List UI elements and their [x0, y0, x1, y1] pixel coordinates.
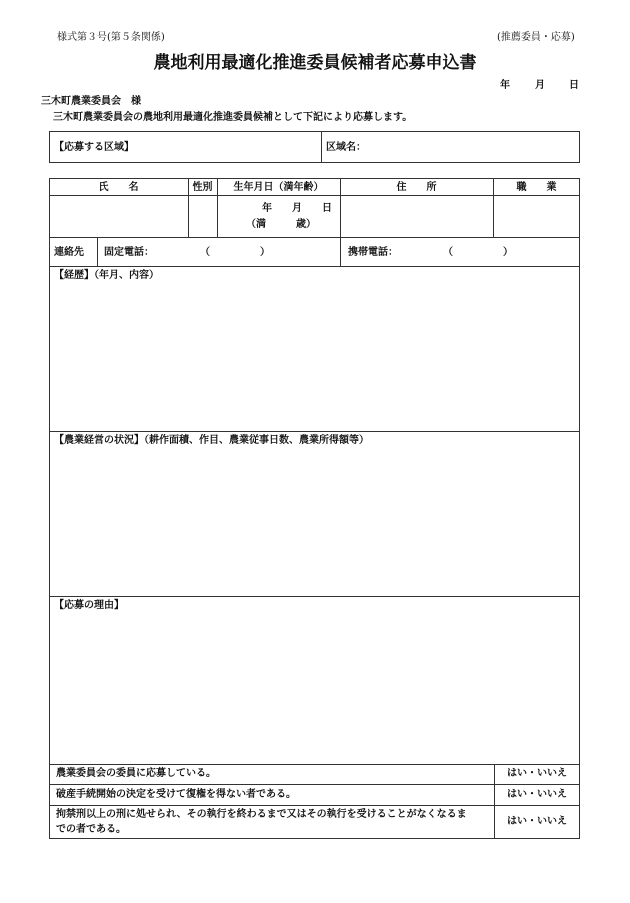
area-name-label: 区域名： [326, 142, 366, 153]
career-section-label: 【経歴】（年月、内容） [54, 270, 159, 281]
date-day-label: 日 [569, 80, 579, 91]
landline-label: 固定電話： [104, 247, 154, 258]
farming-section-label: 【農業経営の状況】（耕作面積、作目、農業従事日数、農業所得額等） [54, 435, 369, 446]
career-textarea[interactable] [51, 284, 578, 429]
intro-text: 三木町農業委員会の農地利用最適化推進委員候補として下記により応募します。 [53, 112, 413, 123]
mobile-label: 携帯電話： [348, 247, 398, 258]
col-name-header: 氏 名 [98, 182, 139, 193]
address-field[interactable] [342, 197, 491, 235]
job-field[interactable] [495, 197, 578, 235]
declaration-3-text-line1: 拘禁刑以上の刑に処せられ、その執行を終わるまで又はその執行を受けることがなくなるま [56, 809, 467, 820]
landline-field[interactable] [160, 239, 338, 264]
declaration-3-answer[interactable]: はい・いいえ [507, 816, 567, 827]
name-field[interactable] [51, 197, 186, 235]
declaration-2-text: 破産手続開始の決定を受けて復権を得ない者である。 [56, 789, 296, 800]
contact-label: 連絡先 [54, 247, 84, 258]
sex-field[interactable] [190, 197, 215, 235]
col-birth-header: 生年月日（満年齢） [233, 182, 324, 193]
declaration-1-text: 農業委員会の委員に応募している。 [56, 768, 216, 779]
declaration-3-text-line2: での者である。 [56, 824, 126, 835]
mobile-paren: （ ） [443, 247, 513, 258]
birth-age-label: （満 歳） [246, 219, 316, 230]
birth-ymd-label: 年 月 日 [262, 203, 332, 214]
landline-paren: （ ） [200, 247, 270, 258]
farming-textarea[interactable] [51, 449, 578, 594]
area-label: 【応募する区域】 [54, 142, 134, 153]
form-number: 様式第３号(第５条関係) [57, 32, 165, 43]
mobile-field[interactable] [405, 239, 577, 264]
col-sex-header: 性別 [192, 182, 213, 193]
col-job-header: 職 業 [516, 182, 557, 193]
area-name-field[interactable] [380, 133, 575, 161]
date-month-label: 月 [535, 80, 545, 91]
declaration-1-answer[interactable]: はい・いいえ [507, 768, 567, 779]
addressee: 三木町農業委員会 様 [41, 96, 141, 107]
form-category: (推薦委員・応募) [497, 32, 575, 43]
declaration-2-answer[interactable]: はい・いいえ [507, 789, 567, 800]
col-address-header: 住 所 [396, 182, 437, 193]
reason-textarea[interactable] [51, 614, 578, 762]
reason-section-label: 【応募の理由】 [54, 600, 124, 611]
date-year-label: 年 [500, 80, 510, 91]
area-divider [321, 131, 322, 163]
page-title: 農地利用最適化推進委員候補者応募申込書 [153, 53, 477, 73]
